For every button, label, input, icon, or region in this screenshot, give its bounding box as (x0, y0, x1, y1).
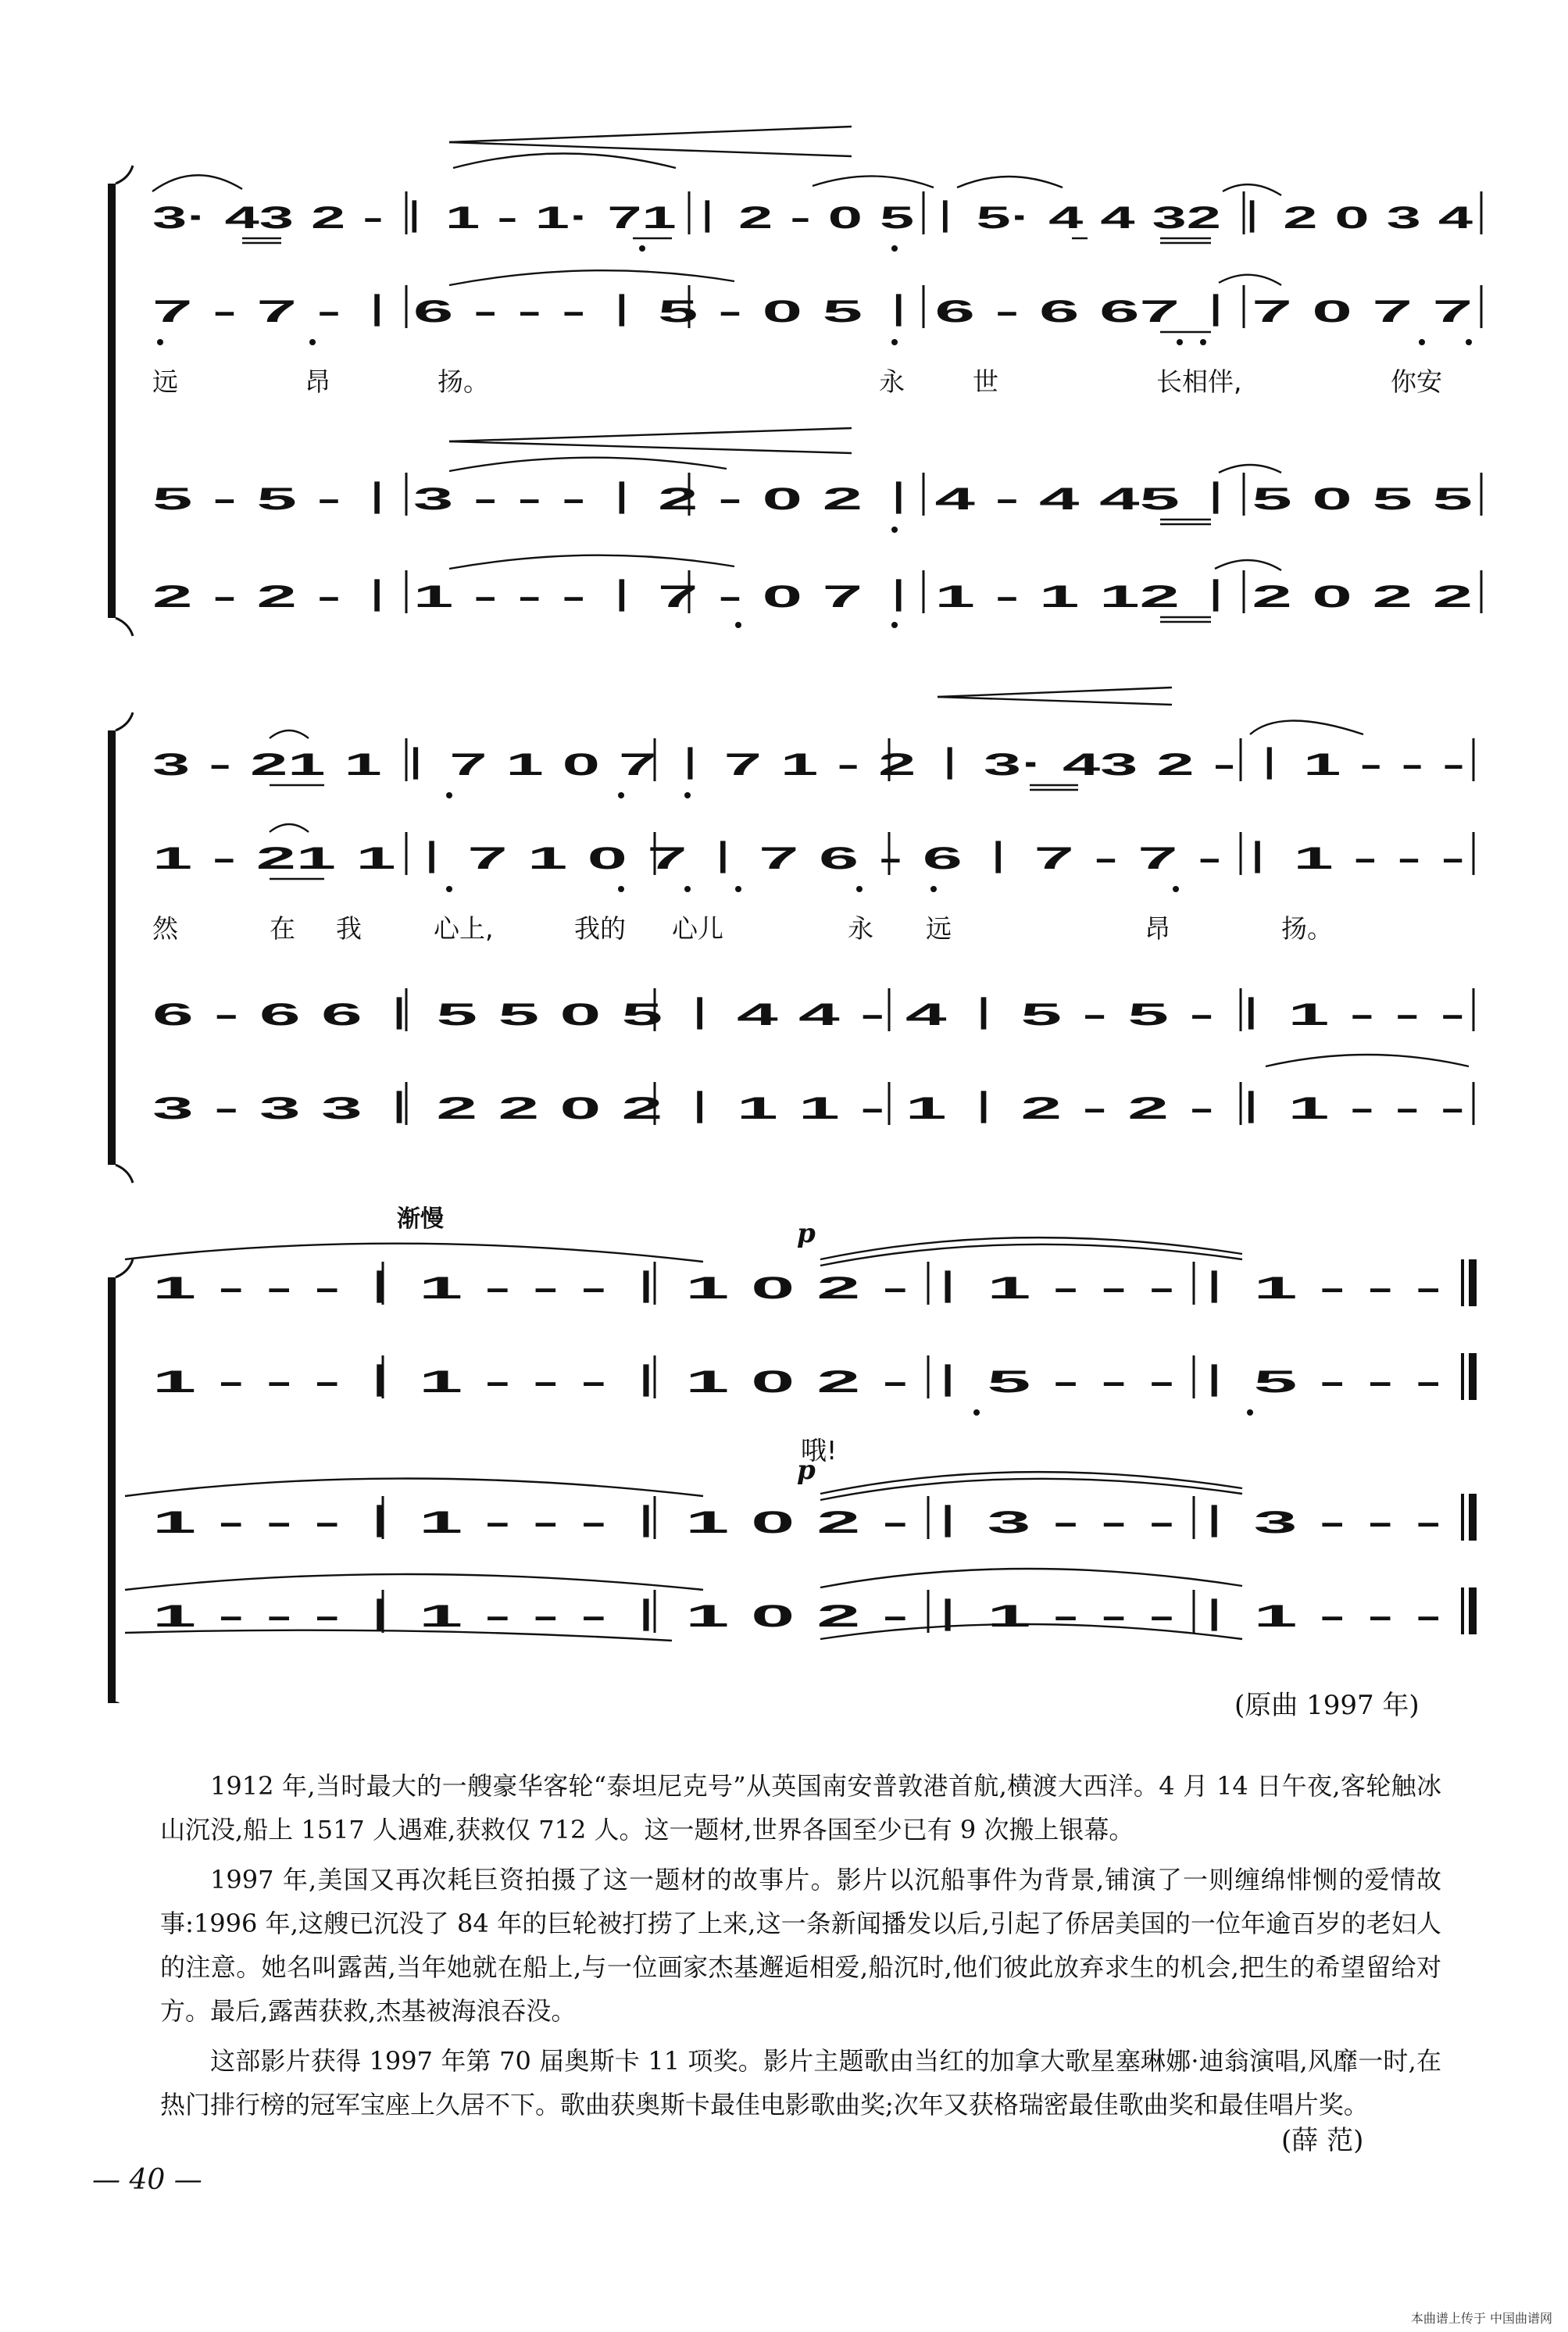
system-1-lyrics (152, 366, 1442, 397)
author-credit: (薛 范) (1281, 2125, 1364, 2156)
notation-row: 3 - 21 1｜7 1 0 7｜7 1 - 2｜3· 43 2 -｜1 - - - (152, 748, 759, 782)
paragraph: 这部影片获得 1997 年第 70 届奥斯卡 11 项奖。影片主题歌由当红的加拿大歌星塞琳娜·迪翁演唱,风靡一时,在热门排行榜的冠军宝座上久居不下。歌曲获奥斯卡最佳电影歌曲奖;次年又获格瑞密最佳歌曲奖和最佳唱片奖。 (160, 2046, 1441, 2120)
notation-row: 1 - - -｜1 - - -｜1 0 2 -｜1 - - -｜1 - - - (152, 1599, 665, 1634)
lyric: 我 (336, 913, 362, 944)
article-text (160, 1764, 1441, 2133)
lyric: 哦! (801, 1435, 838, 1466)
notation-row: 3· 43 2 -｜1 - 1· 71｜2 - 0 5｜5· 4 4 32｜2 0 3 4 (152, 201, 818, 235)
lyric: 长相伴, (1156, 366, 1242, 397)
system-3-lyrics (801, 1435, 837, 1466)
lyric: 心儿 (672, 913, 723, 944)
lyric: 昂 (305, 366, 330, 397)
system-2-lyrics (152, 913, 1333, 944)
lyric: 然 (152, 913, 178, 944)
paragraph: 1912 年,当时最大的一艘豪华客轮“泰坦尼克号”从英国南安普敦港首航,横渡大西洋。4 月 14 日午夜,客轮触冰山沉没,船上 1517 人遇难,获救仅 712 人。这一题材,世界各国至少已有 9 次搬上银幕。 (160, 1771, 1441, 1845)
lyric: 远 (152, 366, 178, 397)
system-3-notes (152, 1270, 1441, 1634)
notation-row: 3 - 3 3｜2 2 0 2｜1 1 - 1｜2 - 2 -｜1 - - - (152, 1091, 707, 1126)
lyric: 你安 (1391, 366, 1442, 397)
notation-marks (125, 127, 1469, 1641)
tempo-marking: 渐慢 (397, 1205, 444, 1233)
lyric: 远 (926, 913, 952, 944)
lyric: 昂 (1145, 913, 1170, 944)
lyric: 扬。 (1281, 913, 1333, 944)
dynamic-marking: p (797, 1455, 816, 1486)
system-1-notes (152, 200, 1473, 614)
notation-row: 7 - 7 -｜6 - - -｜5 - 0 5｜6 - 6 67｜7 0 7 7 (152, 295, 724, 329)
notation-row: 5 - 5 -｜3 - - -｜2 - 0 2｜4 - 4 45｜5 0 5 5 (152, 482, 724, 516)
dynamic-marking: p (797, 1218, 816, 1249)
lyric: 在 (270, 913, 295, 944)
notation-row: 1 - 21 1｜7 1 0 7｜7 6 - 6｜7 - 7 -｜1 - - - (152, 841, 724, 876)
page-number: — 40 — (92, 2164, 202, 2196)
paragraph: 1997 年,美国又再次耗巨资拍摄了这一题材的故事片。影片以沉船事件为背景,铺演了一则缠绵悱恻的爱情故事:1996 年,这艘已沉没了 84 年的巨轮被打捞了上来,这一条新闻播发以后,引起了侨居美国的一位年逾百岁的老妇人的注意。她名叫露茜,当年她就在船上,与一位画家杰基邂逅相爱,船沉时,他们彼此放弃求生的机会,把生的希望留给对方。最后,露茜获救,杰基被海浪吞没。 (160, 1865, 1441, 2026)
lyric: 心上, (434, 913, 494, 944)
system-brackets (108, 166, 133, 1703)
lyric: 永 (879, 366, 905, 397)
watermark-footer: 本曲谱上传于 中国曲谱网 (1410, 2311, 1552, 2326)
notation-row: 2 - 2 -｜1 - - -｜7 - 0 7｜1 - 1 12｜2 0 2 2 (152, 580, 724, 614)
lyric: 世 (973, 366, 998, 397)
notation-row: 1 - - -｜1 - - -｜1 0 2 -｜1 - - -｜1 - - - (152, 1271, 665, 1305)
notation-row: 6 - 6 6｜5 5 0 5｜4 4 - 4｜5 - 5 -｜1 - - - (152, 998, 707, 1032)
notation-row: 1 - - -｜1 - - -｜1 0 2 -｜3 - - -｜3 - - - (152, 1505, 665, 1540)
original-year-note: (原曲 1997 年) (1234, 1690, 1420, 1721)
notation-row: 1 - - -｜1 - - -｜1 0 2 -｜5 - - -｜5 - - - (152, 1365, 665, 1399)
lyric: 扬。 (438, 366, 489, 397)
lyric: 我的 (574, 913, 626, 944)
lyric: 永 (848, 913, 873, 944)
